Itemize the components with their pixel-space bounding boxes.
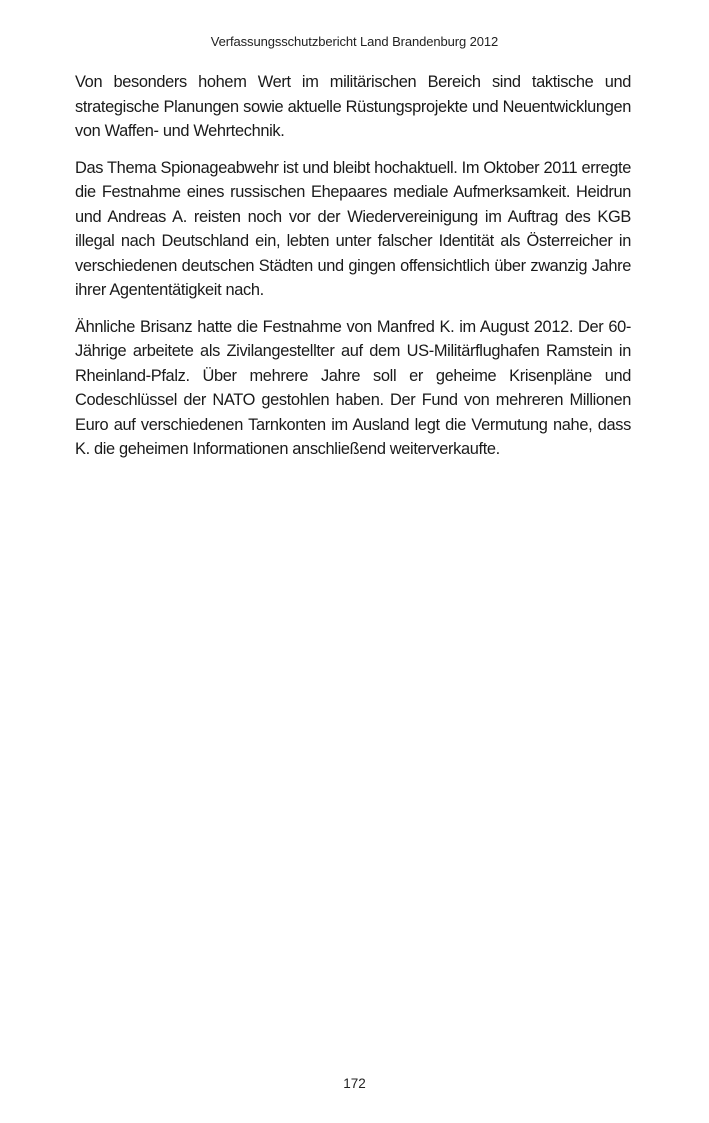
paragraph-espionage-couple: Das Thema Spionageabwehr ist und bleibt hochaktuell. Im Oktober 2011 erregte die Festnahme eines russischen Ehepaares mediale Aufmerksamkeit. Heidrun und Andreas A. reisten noch vor der Wiedervereinigung im Auftrag des KGB illegal nach Deutschland ein, lebten unter falscher Identität als Österreicher in verschiedenen deutschen Städten und gingen offensichtlich über zwanzig Jahre ihrer Agententätigkeit nach.	[75, 158, 631, 299]
running-header: Verfassungsschutzbericht Land Brandenburg 2012	[210, 34, 499, 49]
paragraph-military-planning: Von besonders hohem Wert im militärischen Bereich sind taktische und strategische Planungen sowie aktuelle Rüstungsprojekte und Neuentwicklungen von Waffen- und Wehrtechnik.	[75, 73, 631, 140]
paragraph-ramstein-case: Ähnliche Brisanz hatte die Festnahme von Manfred K. im August 2012. Der 60-Jährige arbeitete als Zivilangestellter auf dem US-Militärflughafen Ramstein in Rheinland-Pfalz. Über mehrere Jahre soll er geheime Krisenpläne und Codeschlüssel der NATO gestohlen haben. Der Fund von mehreren Millionen Euro auf verschiedenen Tarnkonten im Ausland legt die Vermutung nahe, dass K. die geheimen Informationen anschließend weiterverkaufte.	[75, 317, 631, 458]
body-text	[75, 70, 631, 474]
page-number: 172	[343, 1076, 366, 1091]
